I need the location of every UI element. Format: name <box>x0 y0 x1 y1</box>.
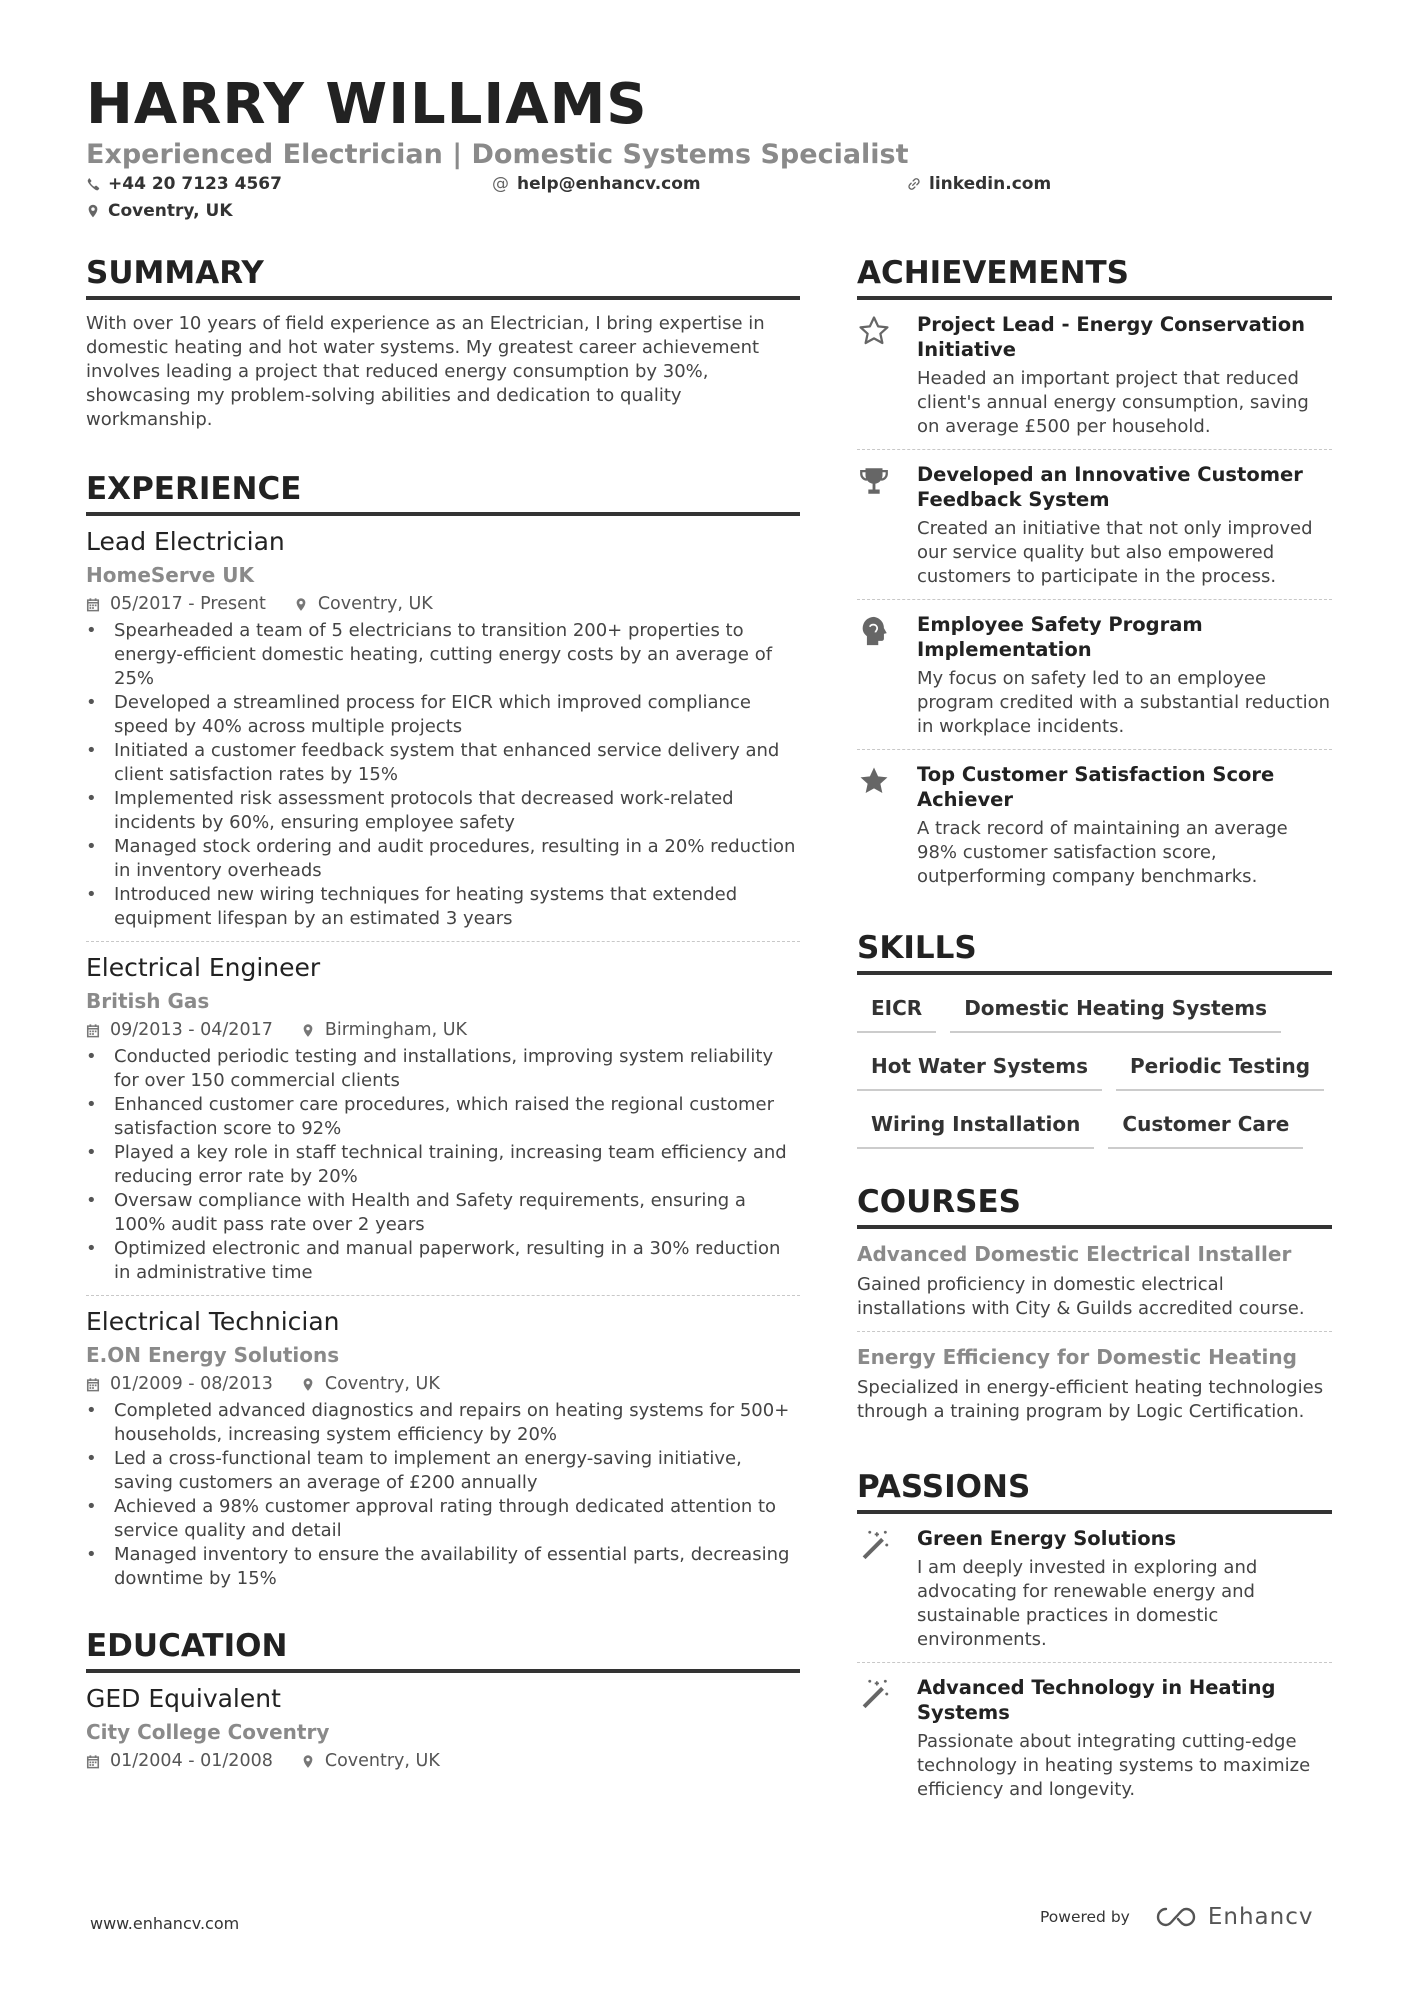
skill-tag: Wiring Installation <box>857 1103 1094 1149</box>
location-pin-icon <box>301 1023 315 1038</box>
calendar-icon <box>86 1023 100 1038</box>
bullet-item: • Spearheaded a team of 5 electricians to transition 200+ properties to energy-efficient domestic heating, cutting energy costs by an average of 25% <box>86 619 800 691</box>
email-text: help@enhancv.com <box>517 174 701 194</box>
link-icon <box>907 177 921 191</box>
course-item <box>857 1331 1332 1434</box>
job-title: Electrical Engineer <box>86 953 321 982</box>
education-meta <box>86 1749 800 1773</box>
passion-item <box>857 1514 1332 1662</box>
star-outline-icon <box>857 314 891 348</box>
bullet-item: • Conducted periodic testing and installations, improving system reliability for over 150 commercial clients <box>86 1045 800 1093</box>
course-item <box>857 1229 1332 1331</box>
job-company: HomeServe UK <box>86 563 255 587</box>
achievement-desc: A track record of maintaining an average 98% customer satisfaction score, outperforming company benchmarks. <box>917 818 1288 887</box>
summary-section <box>86 254 800 432</box>
job-dates: 01/2009 - 08/2013 <box>110 1374 273 1394</box>
achievement-item <box>857 449 1332 599</box>
passions-section <box>857 1468 1332 1812</box>
candidate-title: Experienced Electrician | Domestic Systems Specialist <box>86 139 909 170</box>
passion-item <box>857 1662 1332 1812</box>
passion-desc: Passionate about integrating cutting-edge technology in heating systems to maximize efficiency and longevity. <box>917 1731 1311 1800</box>
bullet-item: • Played a key role in staff technical training, increasing team efficiency and reducing error rate by 20% <box>86 1141 800 1189</box>
education-heading: EDUCATION <box>86 1627 800 1673</box>
calendar-icon <box>86 1754 100 1769</box>
footer-website[interactable]: www.enhancv.com <box>90 1914 240 1933</box>
skill-tag: Periodic Testing <box>1116 1045 1324 1091</box>
education-section <box>86 1627 800 1783</box>
skill-tag: Domestic Heating Systems <box>950 987 1281 1033</box>
job-bullets <box>86 1399 800 1591</box>
at-icon: @ <box>492 174 509 194</box>
bullet-item: • Introduced new wiring techniques for heating systems that extended equipment lifespan by an estimated 3 years <box>86 883 800 931</box>
location-pin-icon <box>86 204 100 218</box>
job-location: Birmingham, UK <box>324 1020 467 1040</box>
job-company: E.ON Energy Solutions <box>86 1343 340 1367</box>
job-entry <box>86 516 800 941</box>
job-dates: 05/2017 - Present <box>110 594 266 614</box>
magic-wand-icon <box>857 1677 891 1711</box>
bullet-item: • Achieved a 98% customer approval rating through dedicated attention to service quality and detail <box>86 1495 800 1543</box>
right-column <box>857 254 1332 1812</box>
school-name: City College Coventry <box>86 1720 330 1744</box>
calendar-icon <box>86 1377 100 1392</box>
job-meta <box>86 1018 800 1042</box>
bullet-item: • Implemented risk assessment protocols that decreased work-related incidents by 60%, ensuring employee safety <box>86 787 800 835</box>
job-location: Coventry, UK <box>317 594 433 614</box>
achievement-item <box>857 300 1332 449</box>
skills-section <box>857 929 1332 1149</box>
skill-tag: Customer Care <box>1108 1103 1303 1149</box>
job-meta <box>86 1372 800 1396</box>
skills-list <box>857 987 1332 1149</box>
education-entry <box>86 1673 800 1783</box>
job-company: British Gas <box>86 989 210 1013</box>
bullet-item: • Led a cross-functional team to implement an energy-saving initiative, saving customers an average of £200 annually <box>86 1447 800 1495</box>
bullet-item: • Managed inventory to ensure the availability of essential parts, decreasing downtime by 15% <box>86 1543 800 1591</box>
magic-wand-icon <box>857 1528 891 1562</box>
head-profile-icon <box>857 614 891 648</box>
contact-location <box>86 200 233 222</box>
bullet-item: • Developed a streamlined process for EICR which improved compliance speed by 40% across multiple projects <box>86 691 800 739</box>
bullet-item: • Initiated a customer feedback system that enhanced service delivery and client satisfaction rates by 15% <box>86 739 800 787</box>
contact-phone[interactable] <box>86 173 282 195</box>
enhancv-logo-icon <box>1154 1905 1200 1929</box>
job-entry <box>86 941 800 1295</box>
summary-heading: SUMMARY <box>86 254 800 300</box>
experience-heading: EXPERIENCE <box>86 470 800 516</box>
phone-text: +44 20 7123 4567 <box>108 174 282 194</box>
achievements-section <box>857 254 1332 899</box>
achievement-desc: Created an initiative that not only improved our service quality but also empowered customers to participate in the process. <box>917 518 1313 587</box>
passion-desc: I am deeply invested in exploring and advocating for renewable energy and sustainable practices in domestic environments. <box>917 1557 1258 1650</box>
course-title: Advanced Domestic Electrical Installer <box>857 1242 1292 1266</box>
education-dates: 01/2004 - 01/2008 <box>110 1751 273 1771</box>
trophy-icon <box>857 464 891 498</box>
candidate-name: HARRY WILLIAMS <box>86 72 648 137</box>
job-title: Electrical Technician <box>86 1307 340 1336</box>
degree-title: GED Equivalent <box>86 1684 281 1713</box>
achievements-heading: ACHIEVEMENTS <box>857 254 1332 300</box>
course-desc: Specialized in energy-efficient heating technologies through a training program by Logic Certification. <box>857 1377 1324 1422</box>
enhancv-logo-text: Enhancv <box>1207 1904 1314 1930</box>
skill-tag: EICR <box>857 987 936 1033</box>
job-bullets <box>86 619 800 931</box>
linkedin-text: linkedin.com <box>929 174 1052 194</box>
skill-tag: Hot Water Systems <box>857 1045 1102 1091</box>
location-pin-icon <box>301 1754 315 1769</box>
calendar-icon <box>86 597 100 612</box>
achievement-item <box>857 749 1332 899</box>
course-title: Energy Efficiency for Domestic Heating <box>857 1345 1297 1369</box>
location-pin-icon <box>294 597 308 612</box>
job-entry <box>86 1295 800 1601</box>
job-bullets <box>86 1045 800 1285</box>
job-title: Lead Electrician <box>86 527 285 556</box>
bullet-item: • Completed advanced diagnostics and repairs on heating systems for 500+ households, increasing system efficiency by 20% <box>86 1399 800 1447</box>
left-column <box>86 254 800 1783</box>
contact-email[interactable] <box>492 173 701 195</box>
job-dates: 09/2013 - 04/2017 <box>110 1020 273 1040</box>
experience-section <box>86 470 800 1601</box>
achievement-title: Project Lead - Energy Conservation Initiative <box>917 313 1306 361</box>
achievement-item <box>857 599 1332 749</box>
bullet-item: • Enhanced customer care procedures, which raised the regional customer satisfaction score to 92% <box>86 1093 800 1141</box>
summary-text: With over 10 years of field experience as an Electrician, I bring expertise in domestic heating and hot water systems. My greatest career achievement involves leading a project that reduced energy consumption by 30%, showcasing my problem-solving abilities and dedication to quality workmanship. <box>86 313 765 430</box>
powered-by-text: Powered by <box>1040 1908 1130 1926</box>
location-text: Coventry, UK <box>108 201 233 221</box>
enhancv-logo <box>1154 1904 1314 1930</box>
courses-section <box>857 1183 1332 1434</box>
location-pin-icon <box>301 1377 315 1392</box>
job-location: Coventry, UK <box>324 1374 440 1394</box>
star-filled-icon <box>857 764 891 798</box>
passion-title: Advanced Technology in Heating Systems <box>917 1676 1276 1724</box>
contact-linkedin[interactable] <box>907 173 1051 195</box>
education-location: Coventry, UK <box>324 1751 440 1771</box>
bullet-item: • Oversaw compliance with Health and Safety requirements, ensuring a 100% audit pass rate over 2 years <box>86 1189 800 1237</box>
passions-heading: PASSIONS <box>857 1468 1332 1514</box>
bullet-item: • Optimized electronic and manual paperwork, resulting in a 30% reduction in administrative time <box>86 1237 800 1285</box>
footer-branding[interactable] <box>1040 1904 1313 1930</box>
achievement-title: Employee Safety Program Implementation <box>917 613 1203 661</box>
phone-icon <box>86 177 100 191</box>
achievement-title: Top Customer Satisfaction Score Achiever <box>917 763 1275 811</box>
job-meta <box>86 592 800 616</box>
achievement-title: Developed an Innovative Customer Feedback System <box>917 463 1303 511</box>
skills-heading: SKILLS <box>857 929 1332 975</box>
courses-heading: COURSES <box>857 1183 1332 1229</box>
course-desc: Gained proficiency in domestic electrical installations with City & Guilds accredited course. <box>857 1274 1305 1319</box>
achievement-desc: Headed an important project that reduced client's annual energy consumption, saving on average £500 per household. <box>917 368 1309 437</box>
achievement-desc: My focus on safety led to an employee program credited with a substantial reduction in workplace incidents. <box>917 668 1331 737</box>
bullet-item: • Managed stock ordering and audit procedures, resulting in a 20% reduction in inventory overheads <box>86 835 800 883</box>
passion-title: Green Energy Solutions <box>917 1527 1177 1550</box>
